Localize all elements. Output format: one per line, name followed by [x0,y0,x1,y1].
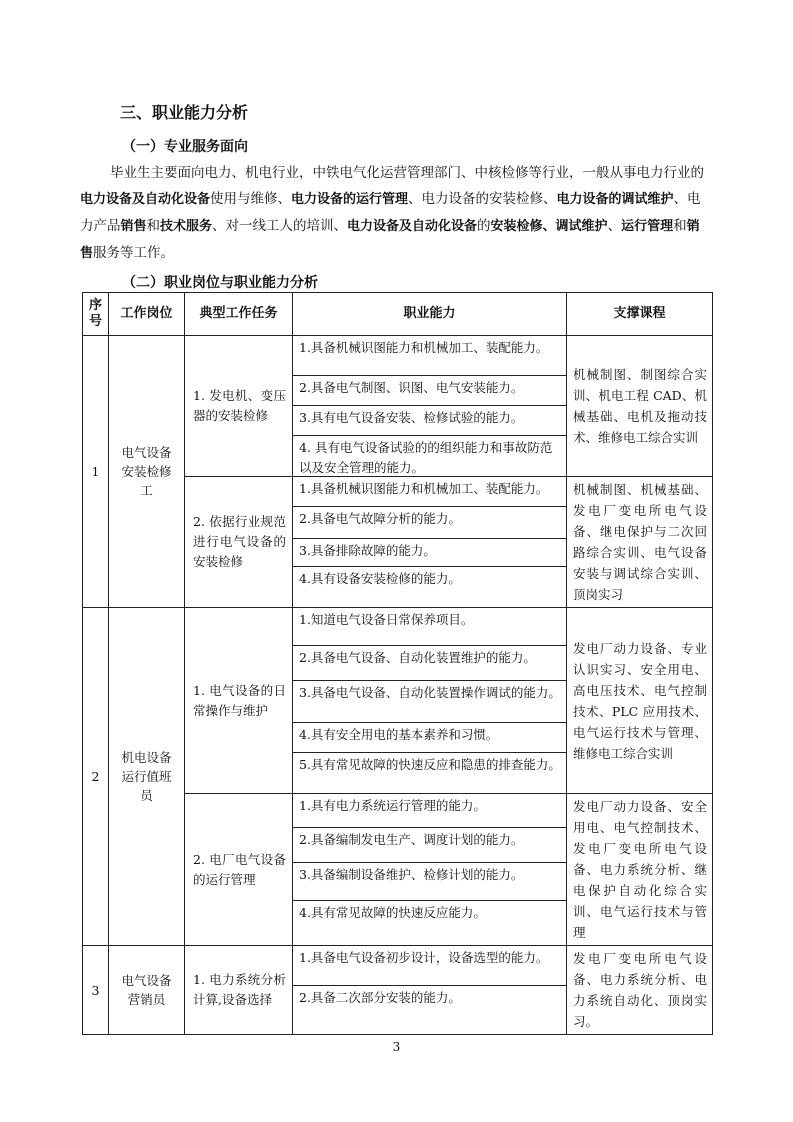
work-post: 电气设备营销员 [109,946,185,1035]
paragraph-emphasis: 安装检修、调试维护 [490,219,608,234]
paragraph-emphasis: 技术服务 [160,219,213,234]
ability-item: 1.具有电力系统运行管理的能力。 [293,794,566,828]
typical-task: 2. 依据行业规范进行电气设备的安装检修 [185,477,293,608]
ability-item: 1.具备机械识图能力和机械加工、装配能力。 [293,336,566,376]
ability-item: 4. 具有电气设备试验的的组织能力和事故防范以及安全管理的能力。 [299,440,553,475]
row-number: 2 [83,608,109,946]
typical-task: 1. 发电机、变压器的安装检修 [185,336,293,477]
table-header-row [83,293,713,336]
ability-item: 4.具有安全用电的基本素养和习惯。 [293,723,566,753]
paragraph-text: 和 [146,218,161,234]
header-post: 工作岗位 [109,293,185,336]
service-paragraph [80,160,712,267]
table-row [83,946,713,1035]
paragraph-emphasis: 销售 [80,219,700,261]
support-course: 发电厂变电所电气设备、电力系统分析、电力系统自动化、顶岗实习。 [567,946,713,1035]
ability-cell [293,794,567,946]
ability-cell [293,477,567,608]
paragraph-emphasis: 销售 [120,219,147,234]
paragraph-text: 和 [673,218,687,234]
ability-item: 3.具有电气设备安装、检修试验的能力。 [293,406,566,436]
section-title: 三、职业能力分析 [120,103,249,122]
ability-item: 2.具备电气制图、识图、电气安装能力。 [293,376,566,406]
support-course: 发电厂动力设备、专业认识实习、安全用电、高电压技术、电气控制技术、PLC 应用技术、电气运行技术与管理、维修电工综合实训 [567,608,713,794]
header-ability: 职业能力 [293,293,567,336]
ability-item: 1.知道电气设备日常保养项目。 [293,608,566,646]
ability-item: 2.具备电气故障分析的能力。 [293,507,566,539]
support-course: 机械制图、制图综合实训、机电工程 CAD、机械基础、电机及拖动技术、维修电工综合实训 [567,336,713,477]
page-number: 3 [392,1040,401,1054]
ability-item: 3.具备编制设备维护、检修计划的能力。 [293,863,566,901]
ability-item: 2.具备编制发电生产、调度计划的能力。 [293,828,566,863]
typical-task: 1. 电力系统分析计算,设备选择 [185,946,293,1035]
paragraph-text: 的 [477,218,491,234]
table-row [83,336,713,477]
table-row [83,608,713,794]
row-number: 3 [83,946,109,1035]
paragraph-text: 、 [607,218,622,234]
ability-cell [293,608,567,794]
ability-item: 2.具备二次部分安装的能力。 [299,990,461,1005]
paragraph-emphasis: 运行管理 [621,219,674,234]
paragraph-emphasis: 电力设备的运行管理 [291,192,409,207]
paragraph-emphasis: 电力设备及自动化设备 [80,192,211,207]
work-post: 机电设备运行值班员 [109,608,185,946]
subsection-title-ability: （二）职业岗位与职业能力分析 [122,275,318,291]
paragraph-text: 、对一线工人的培训、 [212,218,348,234]
work-post: 电气设备安装检修工 [109,336,185,608]
support-course: 机械制图、机械基础、发电厂变电所电气设备、继电保护与二次回路综合实训、电气设备安装与调试综合实训、顶岗实习 [567,477,713,608]
row-number: 1 [83,336,109,608]
paragraph-text: 、电力产品 [80,191,701,234]
support-course: 发电厂动力设备、安全用电、电气控制技术、发电厂变电所电气设备、电力系统分析、继电保护自动化综合实训、电气运行技术与管理 [567,794,713,946]
ability-item: 4.具有常见故障的快速反应能力。 [299,905,486,920]
typical-task: 1. 电气设备的日常操作与维护 [185,608,293,794]
ability-item: 1.具备机械识图能力和机械加工、装配能力。 [293,477,566,507]
ability-item: 2.具备电气设备、自动化装置维护的能力。 [293,646,566,681]
ability-item: 3.具备排除故障的能力。 [293,539,566,567]
paragraph-emphasis: 电力设备及自动化设备 [347,219,478,234]
paragraph-emphasis: 电力设备的调试维护 [556,192,674,207]
subsection-title-service: （一）专业服务面向 [122,139,248,155]
ability-item: 1.具备电气设备初步设计，设备选型的能力。 [293,946,566,986]
header-course: 支撑课程 [567,293,713,336]
header-num: 序号 [83,293,109,336]
paragraph-text: 服务等工作。 [93,245,175,261]
ability-cell [293,946,567,1035]
ability-analysis-table [82,292,713,1035]
ability-item: 3.具备电气设备、自动化装置操作调试的能力。 [293,681,566,723]
typical-task: 2. 电厂电气设备的运行管理 [185,794,293,946]
paragraph-text: 、电力设备的安装检修、 [408,191,557,207]
paragraph-text: 使用与维修、 [210,191,292,207]
paragraph-text: 毕业生主要面向电力、机电行业，中铁电气化运营管理部门、中核检修等行业，一般从事电力行业的 [110,165,704,181]
header-task: 典型工作任务 [185,293,293,336]
ability-item: 5.具有常见故障的快速反应和隐患的排查能力。 [299,757,561,772]
ability-item: 4.具有设备安装检修的能力。 [299,571,461,586]
ability-cell [293,336,567,477]
